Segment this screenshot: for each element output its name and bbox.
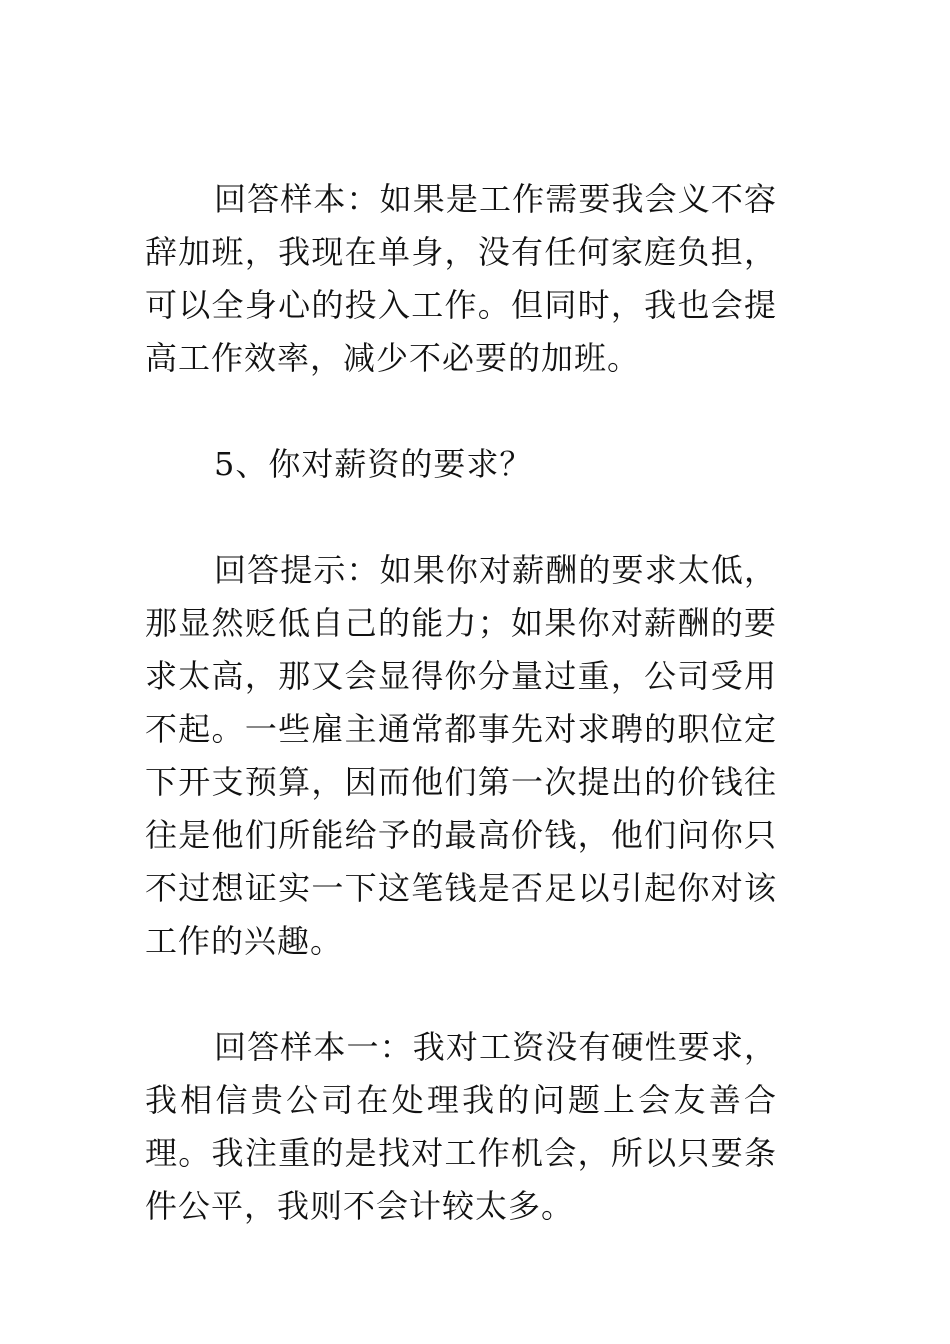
answer-sample-paragraph: 回答样本：如果是工作需要我会义不容辞加班，我现在单身，没有任何家庭负担，可以全身心的投入工作。但同时，我也会提高工作效率，减少不必要的加班。 [145,180,777,377]
answer-tip-paragraph: 回答提示：如果你对薪酬的要求太低，那显然贬低自己的能力；如果你对薪酬的要求太高，那又会显得你分量过重，公司受用不起。一些雇主通常都事先对求聘的职位定下开支预算，因而他们第一次提出的价钱往往是他们所能给予的最高价钱，他们问你只不过想证实一下这笔钱是否足以引起你对该工作的兴趣。 [145,551,777,960]
question-heading: 5、你对薪资的要求？ [214,445,533,483]
document-body [145,173,777,1233]
answer-sample-one-paragraph: 回答样本一：我对工资没有硬性要求，我相信贵公司在处理我的问题上会友善合理。我注重的是找对工作机会，所以只要条件公平，我则不会计较太多。 [145,1028,777,1225]
